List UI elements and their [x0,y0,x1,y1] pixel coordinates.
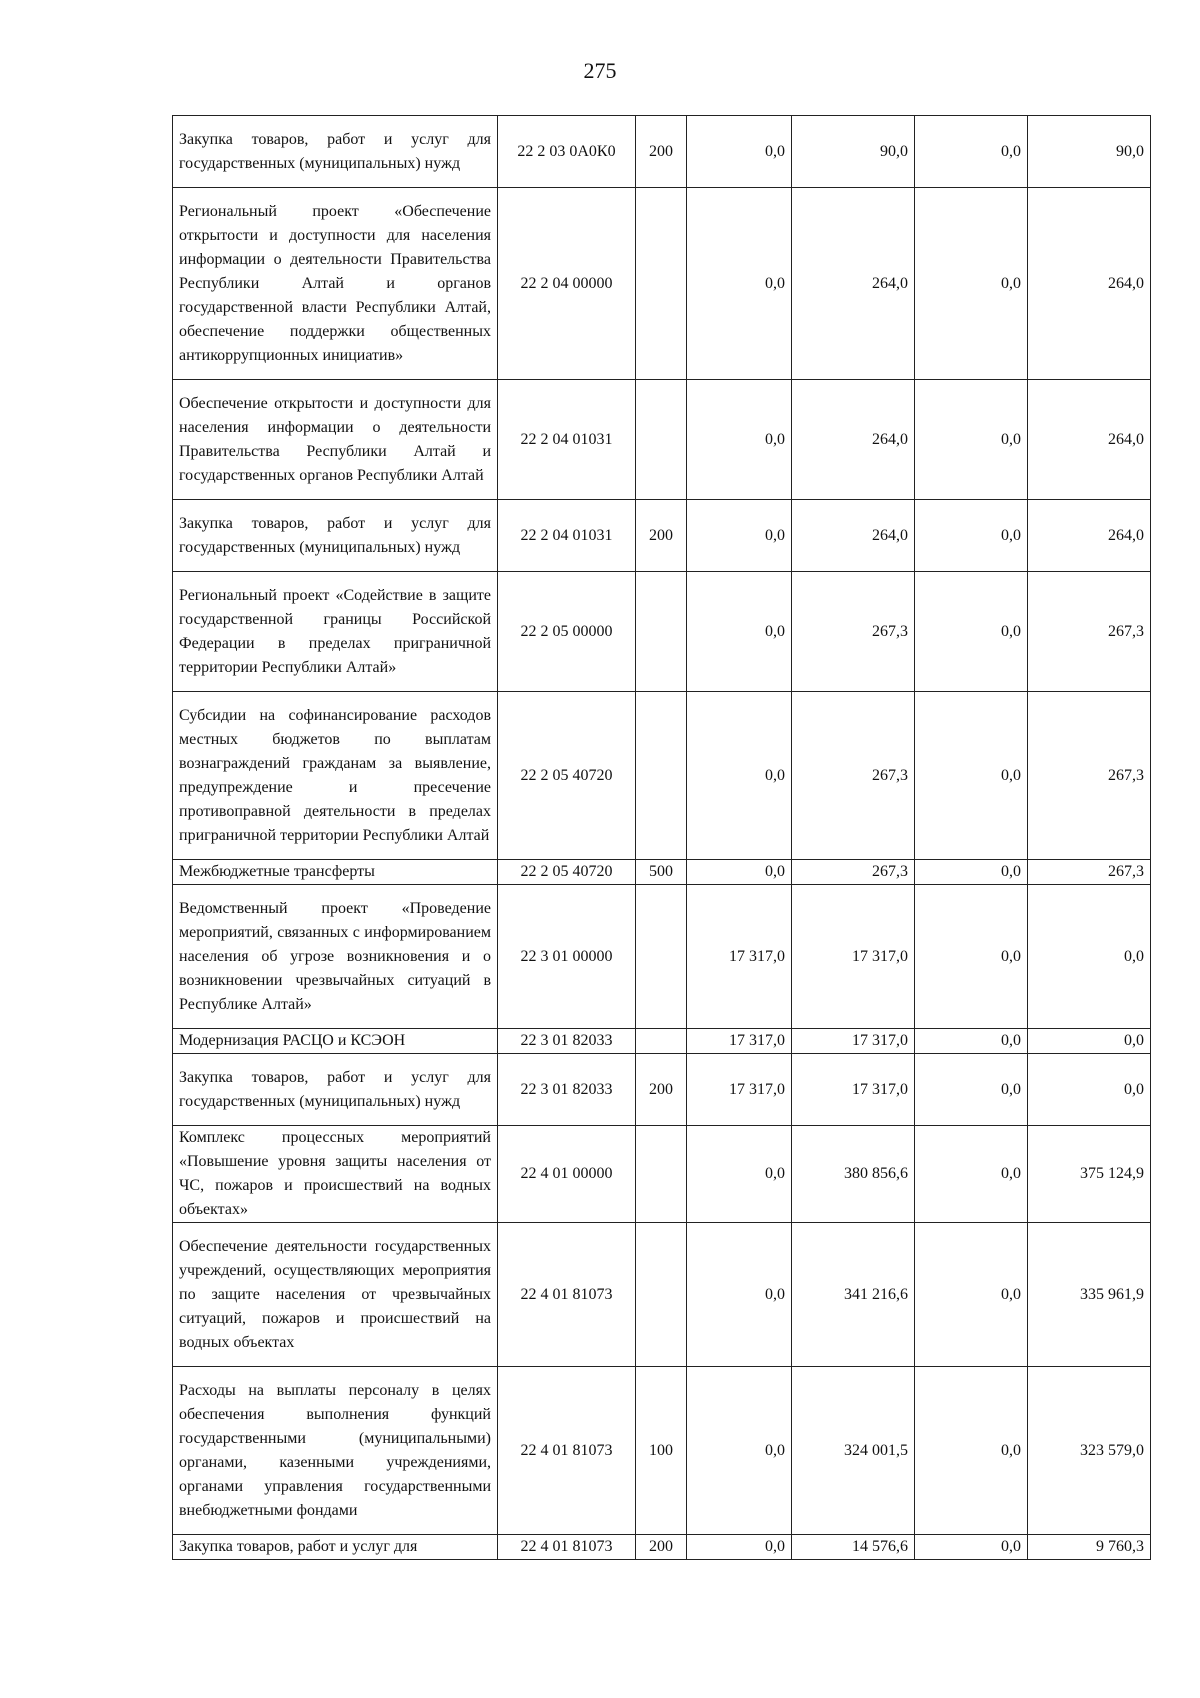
row-value-3: 0,0 [915,1367,1028,1535]
row-value-1: 0,0 [687,500,792,572]
row-value-2: 341 216,6 [792,1223,915,1367]
row-expense-type [636,1223,687,1367]
row-expense-type [636,885,687,1029]
row-code: 22 4 01 81073 [498,1223,636,1367]
row-expense-type: 100 [636,1367,687,1535]
budget-table [172,115,1151,1560]
row-name: Региональный проект «Содействие в защите государственной границы Российской Федерации в пределах приграничной территории Республики Алтай» [173,572,498,692]
row-code: 22 4 01 81073 [498,1367,636,1535]
row-expense-type [636,380,687,500]
row-code: 22 2 05 40720 [498,692,636,860]
row-code: 22 2 04 01031 [498,500,636,572]
table-row [173,885,1151,1029]
table-row [173,188,1151,380]
row-value-4: 267,3 [1028,572,1151,692]
table-row [173,1367,1151,1535]
row-expense-type [636,188,687,380]
row-code: 22 3 01 82033 [498,1054,636,1126]
table-row [173,1029,1151,1054]
row-value-1: 0,0 [687,860,792,885]
row-code: 22 3 01 00000 [498,885,636,1029]
row-value-2: 17 317,0 [792,885,915,1029]
row-value-3: 0,0 [915,1029,1028,1054]
page-number: 275 [583,58,617,83]
row-value-4: 9 760,3 [1028,1535,1151,1560]
row-name: Межбюджетные трансферты [173,860,498,885]
row-value-3: 0,0 [915,116,1028,188]
table-body [173,116,1151,1560]
table-row [173,380,1151,500]
row-name: Обеспечение деятельности государственных учреждений, осуществляющих мероприятия по защите населения от чрезвычайных ситуаций, пожаров и происшествий на водных объектах [173,1223,498,1367]
row-value-4: 264,0 [1028,500,1151,572]
row-expense-type [636,692,687,860]
row-value-4: 264,0 [1028,188,1151,380]
row-code: 22 4 01 81073 [498,1535,636,1560]
row-expense-type: 500 [636,860,687,885]
row-expense-type: 200 [636,1054,687,1126]
row-value-3: 0,0 [915,188,1028,380]
row-value-1: 0,0 [687,1126,792,1223]
row-value-2: 264,0 [792,380,915,500]
row-name: Ведомственный проект «Проведение мероприятий, связанных с информированием населения об угрозе возникновения и о возникновении чрезвычайных ситуаций в Республике Алтай» [173,885,498,1029]
row-name: Региональный проект «Обеспечение открытости и доступности для населения информации о деятельности Правительства Республики Алтай и органов государственной власти Республики Алтай, обеспечение поддержки общественных антикоррупционных инициатив» [173,188,498,380]
table-row [173,1535,1151,1560]
row-expense-type: 200 [636,1535,687,1560]
row-code: 22 2 05 40720 [498,860,636,885]
row-value-2: 17 317,0 [792,1054,915,1126]
row-value-2: 267,3 [792,572,915,692]
row-value-1: 0,0 [687,572,792,692]
table-row [173,692,1151,860]
table-row [173,1126,1151,1223]
row-value-1: 0,0 [687,380,792,500]
table-row [173,572,1151,692]
table-row [173,116,1151,188]
row-value-3: 0,0 [915,1223,1028,1367]
row-value-3: 0,0 [915,860,1028,885]
row-value-4: 267,3 [1028,860,1151,885]
row-name: Расходы на выплаты персоналу в целях обеспечения выполнения функций государственными (муниципальными) органами, казенными учреждениями, органами управления государственными внебюджетными фондами [173,1367,498,1535]
row-value-4: 0,0 [1028,1029,1151,1054]
row-value-1: 17 317,0 [687,1054,792,1126]
row-expense-type [636,1029,687,1054]
row-expense-type: 200 [636,116,687,188]
row-value-1: 17 317,0 [687,885,792,1029]
row-value-4: 0,0 [1028,1054,1151,1126]
row-value-4: 264,0 [1028,380,1151,500]
row-value-4: 90,0 [1028,116,1151,188]
row-name: Закупка товаров, работ и услуг для государственных (муниципальных) нужд [173,116,498,188]
row-value-4: 323 579,0 [1028,1367,1151,1535]
row-value-2: 264,0 [792,188,915,380]
row-code: 22 2 03 0А0К0 [498,116,636,188]
table-row [173,1223,1151,1367]
row-name: Модернизация РАСЦО и КСЭОН [173,1029,498,1054]
row-value-1: 0,0 [687,116,792,188]
row-value-1: 0,0 [687,1535,792,1560]
row-code: 22 2 04 01031 [498,380,636,500]
row-value-4: 335 961,9 [1028,1223,1151,1367]
row-value-3: 0,0 [915,1126,1028,1223]
row-code: 22 4 01 00000 [498,1126,636,1223]
row-value-2: 380 856,6 [792,1126,915,1223]
row-code: 22 3 01 82033 [498,1029,636,1054]
row-value-3: 0,0 [915,1054,1028,1126]
row-value-3: 0,0 [915,572,1028,692]
row-value-1: 0,0 [687,1367,792,1535]
row-name: Закупка товаров, работ и услуг для государственных (муниципальных) нужд [173,1054,498,1126]
row-value-2: 264,0 [792,500,915,572]
row-value-1: 0,0 [687,1223,792,1367]
row-code: 22 2 05 00000 [498,572,636,692]
row-value-4: 375 124,9 [1028,1126,1151,1223]
row-value-3: 0,0 [915,380,1028,500]
row-value-2: 17 317,0 [792,1029,915,1054]
row-name: Субсидии на софинансирование расходов местных бюджетов по выплатам вознаграждений гражданам за выявление, предупреждение и пресечение противоправной деятельности в пределах приграничной территории Республики Алтай [173,692,498,860]
row-value-3: 0,0 [915,500,1028,572]
row-value-2: 14 576,6 [792,1535,915,1560]
row-value-2: 324 001,5 [792,1367,915,1535]
row-value-1: 17 317,0 [687,1029,792,1054]
row-expense-type: 200 [636,500,687,572]
table-row [173,860,1151,885]
table-row [173,500,1151,572]
row-value-4: 0,0 [1028,885,1151,1029]
row-value-3: 0,0 [915,692,1028,860]
row-value-3: 0,0 [915,1535,1028,1560]
row-value-2: 90,0 [792,116,915,188]
row-value-2: 267,3 [792,860,915,885]
row-value-3: 0,0 [915,885,1028,1029]
row-value-1: 0,0 [687,188,792,380]
row-name: Закупка товаров, работ и услуг для [173,1535,498,1560]
row-name: Закупка товаров, работ и услуг для государственных (муниципальных) нужд [173,500,498,572]
row-expense-type [636,1126,687,1223]
row-name: Обеспечение открытости и доступности для населения информации о деятельности Правительства Республики Алтай и государственных органов Республики Алтай [173,380,498,500]
row-code: 22 2 04 00000 [498,188,636,380]
row-value-1: 0,0 [687,692,792,860]
table-row [173,1054,1151,1126]
row-value-4: 267,3 [1028,692,1151,860]
row-value-2: 267,3 [792,692,915,860]
row-expense-type [636,572,687,692]
row-name: Комплекс процессных мероприятий «Повышение уровня защиты населения от ЧС, пожаров и происшествий на водных объектах» [173,1126,498,1223]
